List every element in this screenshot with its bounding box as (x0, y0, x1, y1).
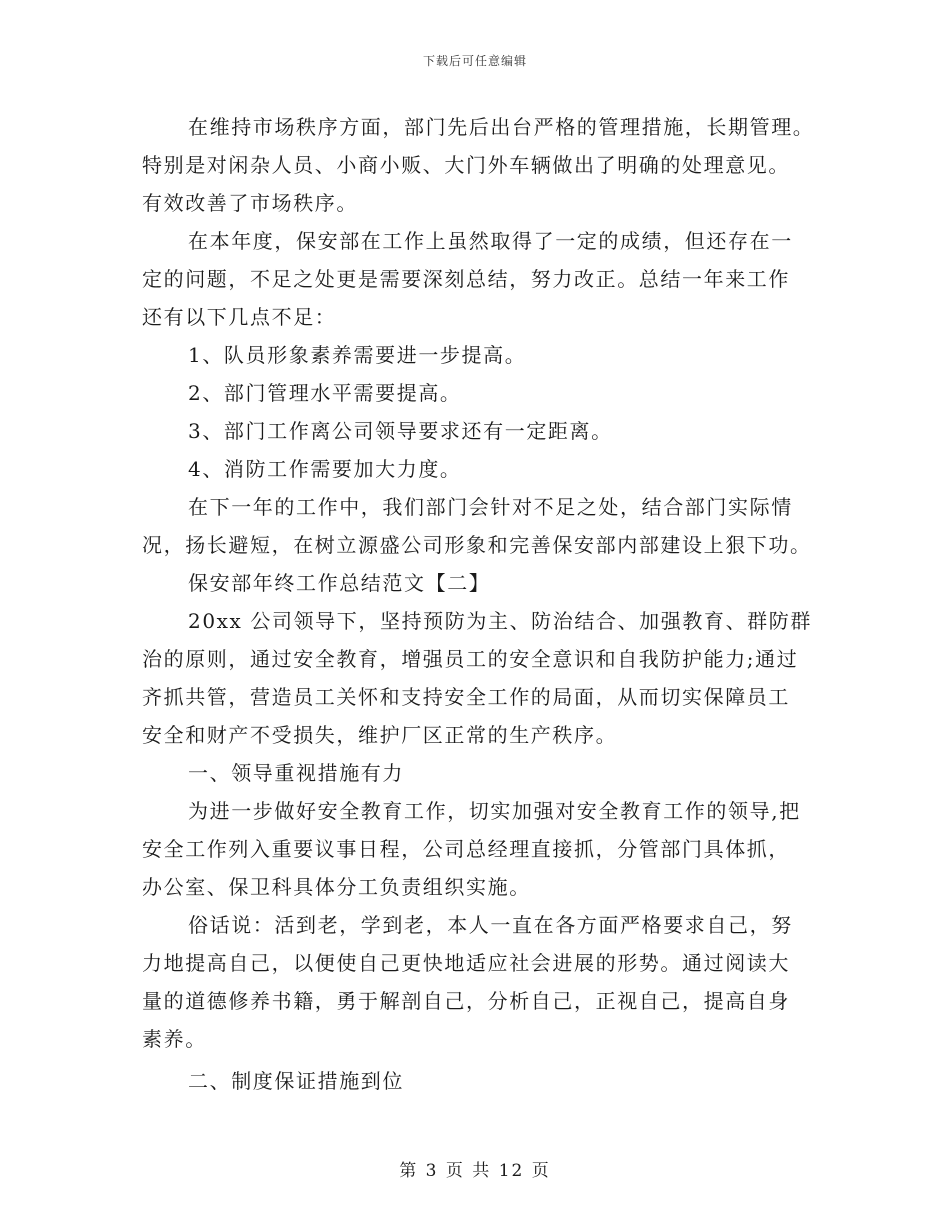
section-heading (142, 754, 812, 792)
text-line: 20xx 公司领导下，坚持预防为主、防治结合、加强教育、群防群 (188, 609, 812, 633)
text-line: 4、消防工作需要加大力度。 (188, 457, 462, 481)
section-heading (142, 1062, 812, 1100)
paragraph (142, 222, 812, 336)
paragraph (142, 792, 812, 906)
text-line: 安全和财产不受损失，维护厂区正常的生产秩序。 (142, 723, 618, 747)
paragraph (142, 602, 812, 754)
text-line: 1、队员形象素养需要进一步提高。 (188, 343, 527, 367)
text-line: 有效改善了市场秩序。 (142, 191, 358, 215)
text-line: 二、制度保证措施到位 (188, 1069, 404, 1093)
page-number: 第 3 页 共 12 页 (399, 1161, 551, 1181)
text-line: 在本年度，保安部在工作上虽然取得了一定的成绩，但还存在一 (188, 229, 793, 253)
text-line: 定的问题，不足之处更是需要深刻总结，努力改正。总结一年来工作 (142, 267, 790, 291)
text-line: 为进一步做好安全教育工作，切实加强对安全教育工作的领导,把 (188, 799, 801, 823)
text-line: 特别是对闲杂人员、小商小贩、大门外车辆做出了明确的处理意见。 (142, 153, 790, 177)
text-line: 3、部门工作离公司领导要求还有一定距离。 (188, 419, 613, 443)
text-line: 办公室、保卫科具体分工负责组织实施。 (142, 875, 531, 899)
paragraph (142, 108, 815, 222)
paragraph (142, 488, 812, 564)
paragraph (142, 906, 812, 1058)
text-line: 在维持市场秩序方面，部门先后出台严格的管理措施，长期管理。 (188, 115, 815, 139)
text-line: 量的道德修养书籍，勇于解剖自己，分析自己，正视自己，提高自身 (142, 989, 790, 1013)
list-item (142, 336, 812, 374)
text-line: 素养。 (142, 1027, 207, 1051)
text-line: 齐抓共管，营造员工关怀和支持安全工作的局面，从而切实保障员工 (142, 685, 790, 709)
text-line: 2、部门管理水平需要提高。 (188, 381, 462, 405)
document-body (142, 108, 815, 1100)
list-item (142, 374, 812, 412)
text-line: 治的原则，通过安全教育，增强员工的安全意识和自我防护能力;通过 (142, 647, 799, 671)
text-line: 安全工作列入重要议事日程，公司总经理直接抓，分管部门具体抓， (142, 837, 790, 861)
text-line: 一、领导重视措施有力 (188, 761, 404, 785)
section-title (142, 564, 812, 602)
text-line: 还有以下几点不足： (142, 305, 337, 329)
text-line: 保安部年终工作总结范文【二】 (188, 571, 491, 595)
text-line: 在下一年的工作中，我们部门会针对不足之处，结合部门实际情 (188, 495, 793, 519)
text-line: 力地提高自己，以便使自己更快地适应社会进展的形势。通过阅读大 (142, 951, 790, 975)
page-header: 下载后可任意编辑 (422, 54, 527, 68)
text-line: 俗话说：活到老，学到老，本人一直在各方面严格要求自己，努 (188, 913, 793, 937)
list-item (142, 450, 812, 488)
text-line: 况，扬长避短，在树立源盛公司形象和完善保安部内部建设上狠下功。 (142, 533, 812, 557)
list-item (142, 412, 812, 450)
